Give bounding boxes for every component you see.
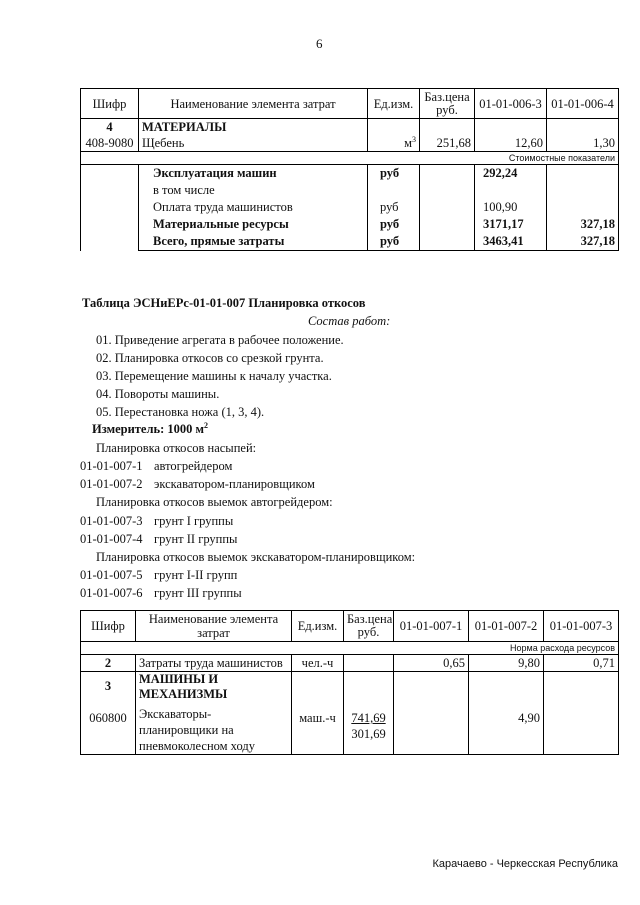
group-heading-1: Планировка откосов насыпей:	[96, 441, 257, 455]
header-price: Баз.цена руб.	[420, 89, 475, 119]
summary-unit-2: руб	[380, 200, 399, 214]
table-row	[81, 165, 619, 251]
group-text-2-2: грунт II группы	[154, 532, 238, 546]
section-subtitle: Состав работ:	[308, 314, 391, 328]
summary-v2-0	[550, 165, 615, 182]
summary-name-1: в том числе	[153, 183, 215, 197]
summary-v2-3: 327,18	[580, 217, 615, 231]
measure-sup: 2	[204, 420, 209, 430]
cost-caption: Стоимостные показатели	[81, 152, 619, 165]
summary-name-4: Всего, прямые затраты	[153, 234, 285, 248]
page-number: 6	[316, 36, 323, 51]
group-code-2-2: 01-01-007-4	[80, 532, 143, 546]
material-unit: м	[404, 136, 412, 150]
material-code: 408-9080	[85, 136, 134, 150]
section-num: 4	[106, 120, 113, 134]
table-materials	[80, 88, 619, 251]
header-code: Шифр	[81, 89, 139, 119]
step-4: 04. Повороты машины.	[96, 387, 220, 401]
summary-unit-1	[380, 182, 416, 199]
group-text-3-1: грунт I-II групп	[154, 568, 238, 582]
group-code-3-2: 01-01-007-6	[80, 586, 143, 600]
summary-v1-4: 3463,41	[483, 234, 524, 248]
summary-name-3: Материальные ресурсы	[153, 217, 289, 231]
group-text-1-1: автогрейдером	[154, 459, 233, 473]
row2-unit: чел.-ч	[292, 655, 344, 672]
header-col2: 01-01-007-2	[469, 611, 544, 642]
row2-v3: 0,71	[544, 655, 619, 672]
summary-v1-2: 100,90	[483, 200, 518, 214]
summary-unit-4: руб	[380, 234, 400, 248]
material-unit-sup: 3	[412, 134, 416, 144]
group-code-2-1: 01-01-007-3	[80, 514, 143, 528]
row4-unit: маш.-ч	[299, 711, 336, 725]
row2-v1: 0,65	[394, 655, 469, 672]
row2-price	[344, 655, 394, 672]
group-heading-3: Планировка откосов выемок экскаватором-планировщиком:	[96, 550, 416, 564]
step-2: 02. Планировка откосов со срезкой грунта.	[96, 351, 324, 365]
material-v1: 12,60	[475, 119, 547, 152]
group-heading-2: Планировка откосов выемок автогрейдером:	[96, 495, 333, 509]
row3-name: МАШИНЫ И МЕХАНИЗМЫ	[139, 672, 228, 701]
header-code: Шифр	[81, 611, 136, 642]
row4-price1: 741,69	[351, 711, 386, 725]
group-text-3-2: грунт III группы	[154, 586, 242, 600]
group-text-2-1: грунт I группы	[154, 514, 234, 528]
measure: Измеритель: 1000 $м^2$	[92, 420, 209, 436]
table-header-row	[81, 611, 619, 642]
summary-v1-3: 3171,17	[483, 217, 524, 231]
header-name: Наименование элемента затрат	[136, 611, 292, 642]
table-row	[81, 119, 619, 152]
summary-v2-1	[550, 182, 615, 199]
material-price: 251,68	[420, 119, 475, 152]
table-resources	[80, 610, 619, 755]
header-col3: 01-01-007-3	[544, 611, 619, 642]
row2-name: Затраты труда машинистов	[136, 655, 292, 672]
step-3: 03. Перемещение машины к началу участка.	[96, 369, 332, 383]
table-header-row	[81, 89, 619, 119]
row4-name: Экскаваторы-планировщики на пневмоколесном ходу	[139, 707, 255, 753]
header-col1: 01-01-007-1	[394, 611, 469, 642]
table-row	[81, 672, 619, 755]
summary-name-2: Оплата труда машинистов	[153, 200, 293, 214]
row4-v2: 4,90	[518, 711, 540, 725]
summary-v2-2	[550, 199, 615, 216]
material-v2: 1,30	[547, 119, 619, 152]
summary-unit-3: руб	[380, 217, 400, 231]
header-col1: 01-01-006-3	[475, 89, 547, 119]
header-unit: Ед.изм.	[292, 611, 344, 642]
group-code-3-1: 01-01-007-5	[80, 568, 143, 582]
step-1: 01. Приведение агрегата в рабочее положение.	[96, 333, 344, 347]
table-row	[81, 655, 619, 672]
summary-name-0: Эксплуатация машин	[153, 166, 277, 180]
summary-v1-1	[483, 182, 543, 199]
row4-price2: 301,69	[351, 727, 386, 741]
row2-code: 2	[81, 655, 136, 672]
group-text-1-2: экскаватором-планировщиком	[154, 477, 315, 491]
header-price: Баз.цена руб.	[344, 611, 394, 642]
header-col2: 01-01-006-4	[547, 89, 619, 119]
footer-region: Карачаево - Черкесская Республика	[432, 858, 618, 870]
group-code-1-2: 01-01-007-2	[80, 477, 143, 491]
header-unit: Ед.изм.	[368, 89, 420, 119]
section-title: МАТЕРИАЛЫ	[142, 120, 227, 134]
norm-caption: Норма расхода ресурсов	[81, 642, 619, 655]
row4-code: 060800	[89, 711, 127, 725]
summary-v1-0: 292,24	[483, 166, 518, 180]
section-title: Таблица ЭСНиЕРс-01-01-007 Планировка откосов	[82, 296, 366, 310]
row2-v2: 9,80	[469, 655, 544, 672]
group-code-1-1: 01-01-007-1	[80, 459, 143, 473]
material-name: Щебень	[142, 136, 185, 150]
row3-code: 3	[104, 679, 112, 693]
step-5: 05. Перестановка ножа (1, 3, 4).	[96, 405, 265, 419]
summary-unit-0: руб	[380, 166, 400, 180]
summary-v2-4: 327,18	[580, 234, 615, 248]
header-name: Наименование элемента затрат	[139, 89, 368, 119]
